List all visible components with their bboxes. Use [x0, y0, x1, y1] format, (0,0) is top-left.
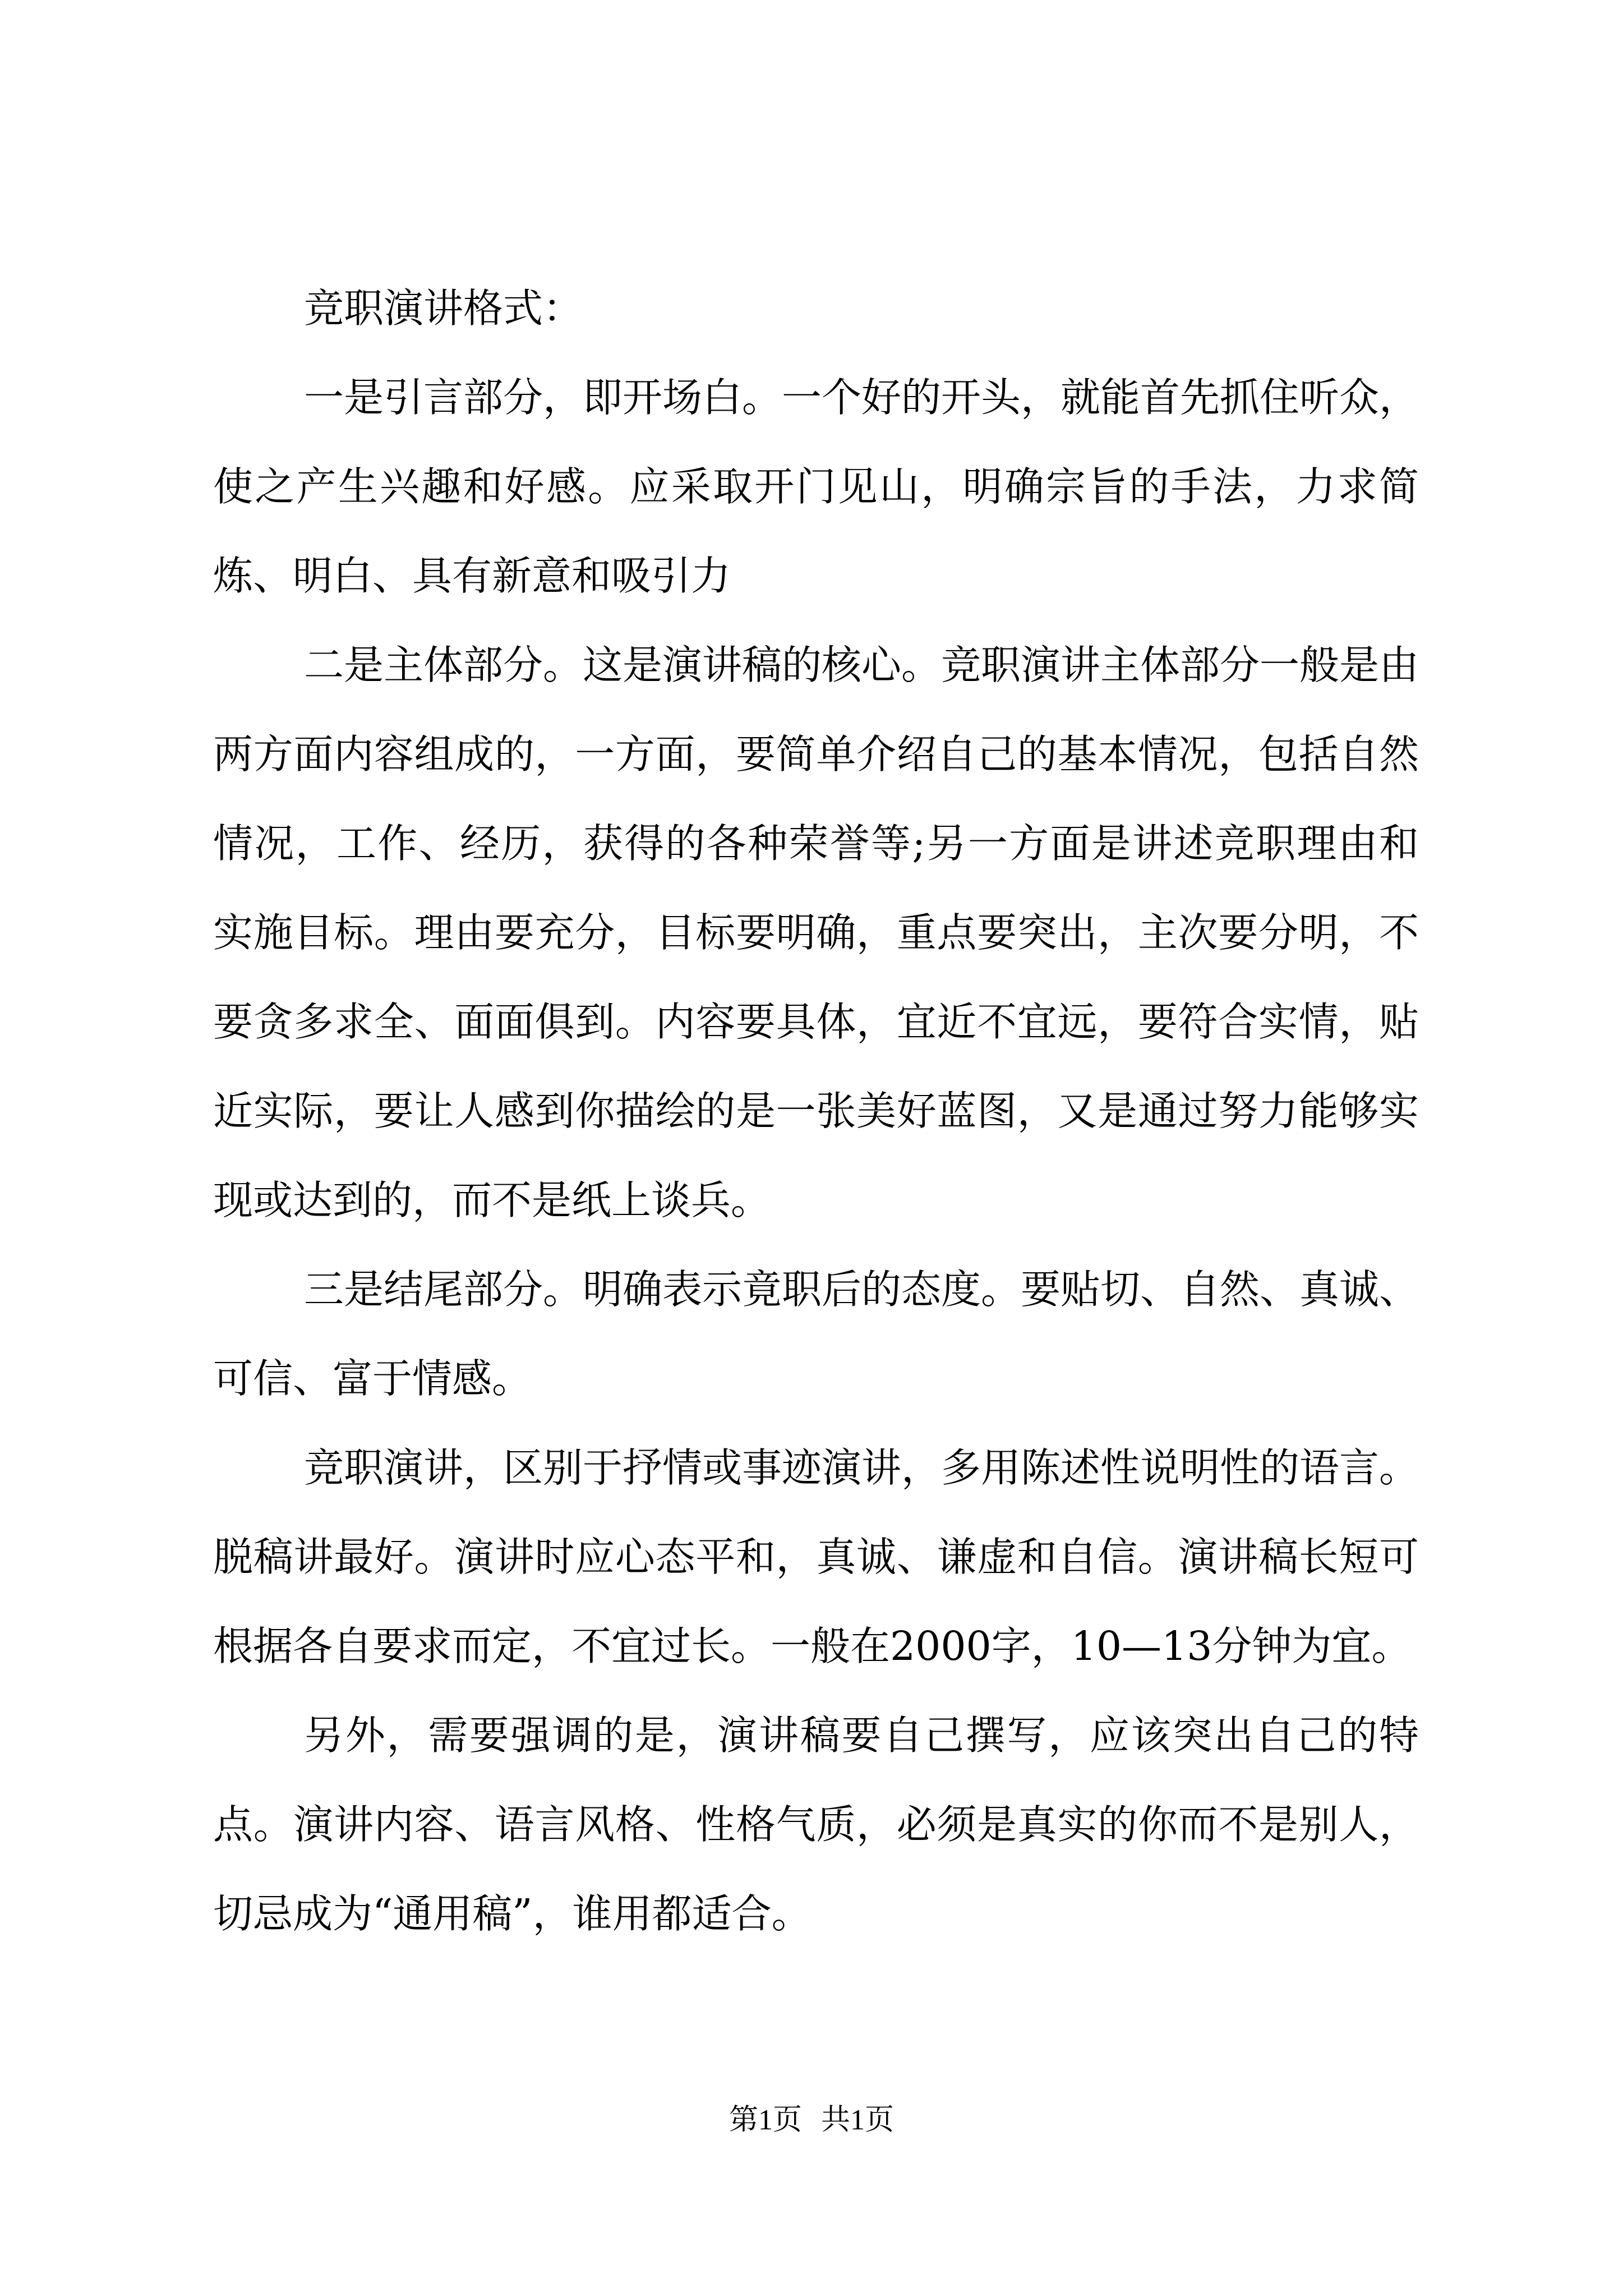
page-number-total: 共1页 [821, 2104, 895, 2136]
document-body [213, 264, 1419, 1958]
paragraph-style-notes: 竞职演讲，区别于抒情或事迹演讲，多用陈述性说明性的语言。脱稿讲最好。演讲时应心态平和，真诚、谦虚和自信。演讲稿长短可根据各自要求而定，不宜过长。一般在2000字，10—13分钟为宜。 [213, 1444, 1419, 1669]
paragraph-main-body: 二是主体部分。这是演讲稿的核心。竞职演讲主体部分一般是由两方面内容组成的，一方面，要简单介绍自己的基本情况，包括自然情况，工作、经历，获得的各种荣誉等;另一方面是讲述竞职理由和实施目标。理由要充分，目标要明确，重点要突出，主次要分明，不要贪多求全、面面俱到。内容要具体，宜近不宜远，要符合实情，贴近实际，要让人感到你描绘的是一张美好蓝图，又是通过努力能够实现或达到的，而不是纸上谈兵。 [213, 642, 1419, 1223]
paragraph-intro: 一是引言部分，即开场白。一个好的开头，就能首先抓住听众，使之产生兴趣和好感。应采取开门见山，明确宗旨的手法，力求简炼、明白、具有新意和吸引力 [213, 374, 1419, 599]
paragraph-additional-notes: 另外，需要强调的是，演讲稿要自己撰写，应该突出自己的特点。演讲内容、语言风格、性格气质，必须是真实的你而不是别人，切忌成为“通用稿”，谁用都适合。 [213, 1712, 1419, 1937]
page-number-current: 第1页 [728, 2104, 802, 2136]
paragraph-ending: 三是结尾部分。明确表示竟职后的态度。要贴切、自然、真诚、可信、富于情感。 [213, 1266, 1419, 1402]
document-heading: 竞职演讲格式： [304, 285, 583, 332]
page-footer [0, 2101, 1623, 2140]
